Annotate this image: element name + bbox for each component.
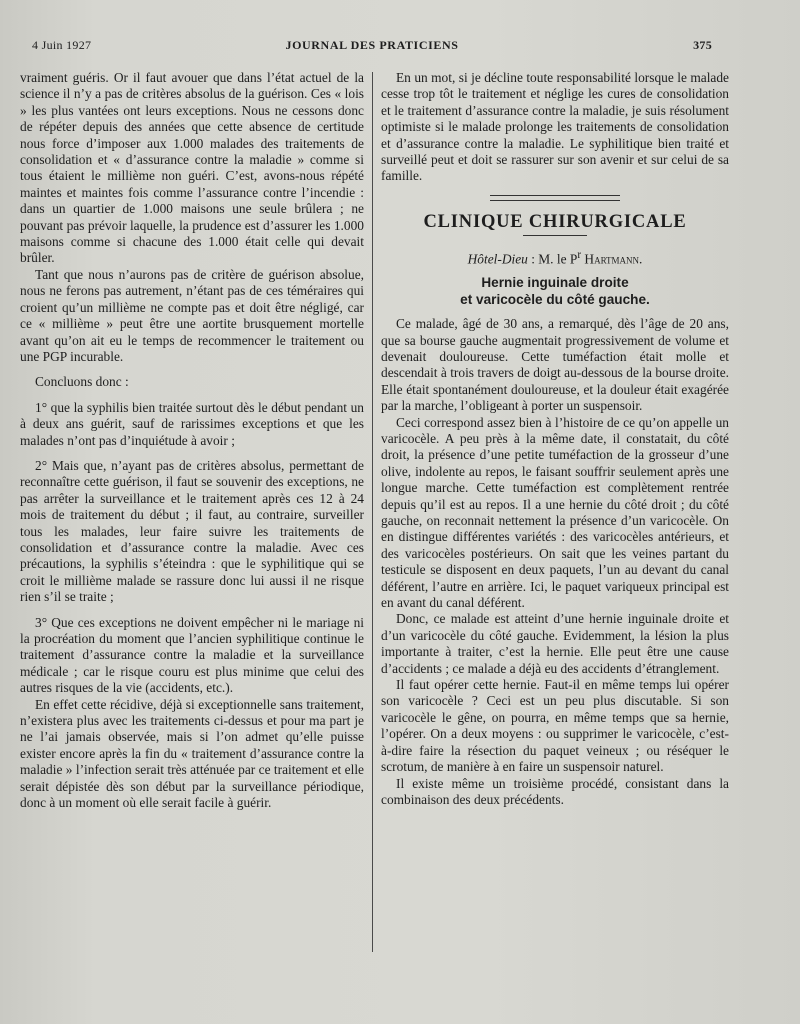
- paragraph: Il existe même un troisième procédé, consistant dans la combinaison des deux précédents.: [381, 775, 729, 807]
- paragraph: 2° Mais que, n’ayant pas de critères absolus, permettant de reconnaître cette guérison, il faut se souvenir des exceptions, ne pas arrêter la surveillance et le traitement après ces 12 à 24 mois de traitement du début ; il faut, au contraire, surveiller tous les malades, leur faire suivre les traitements de consolidation et d’assurance contre la maladie. Avec ces précautions, la syphilis s’éteindra : que le syphilitique qui se croit le millième malade se rassure donc lui aussi il ne risque rien s’il se traite ;: [20, 457, 364, 605]
- right-column: [381, 70, 729, 808]
- lecture-place: Hôtel-Dieu: [467, 251, 528, 267]
- paragraph: Ce malade, âgé de 30 ans, a remarqué, dès l’âge de 20 ans, que sa bourse gauche augmentait progressivement de volume et devenait douloureuse. Cette tuméfaction était molle et descendait à trois travers de doigt au-dessous de la bourse droite. Elle était spontanément douloureuse, et la douleur était exagérée par la marche, l’obligeant à porter un suspensoir.: [381, 316, 729, 414]
- issue-date: 4 Juin 1927: [32, 38, 92, 52]
- paragraph: Concluons donc :: [35, 374, 129, 390]
- short-rule-separator: [523, 235, 587, 236]
- paragraph: 3° Que ces exceptions ne doivent empêcher ni le mariage ni la procréation du moment que l’ancien syphilitique continue le traitement d’assurance contre la maladie et la surveillance médicale ; car le risque couru est plus minime que celui des autres risques de la vie (accidents, etc.).: [20, 614, 364, 696]
- double-rule-separator: [490, 195, 620, 201]
- lecture-attribution: [381, 247, 729, 268]
- journal-title: JOURNAL DES PRATICIENS: [285, 38, 459, 52]
- paragraph: Tant que nous n’aurons pas de critère de guérison absolue, nous ne ferons pas autrement, n’étant pas de ces téméraires qui croient qu’un millième ne compte pas et doit être négligé, car ce « millième » peut être une aortite brusquement mortelle avant qu’on ait eu le temps de recommencer le traitement ou une PGP incurable.: [20, 266, 364, 364]
- page-number: 375: [693, 38, 712, 52]
- case-title-line-1: Hernie inguinale droite: [481, 275, 629, 291]
- paragraph: En un mot, si je décline toute responsabilité lorsque le malade cesse trop tôt le traitement et néglige les cures de consolidation et le traitement d’assurance contre la maladie, je suis résolument optimiste si le malade prolonge les traitements de consolidation et d’assurance contre la maladie. Le syphilitique bien traité et surveillé peut et doit se rassurer sur son avenir et sur celui de sa famille.: [381, 70, 729, 184]
- lecture-name: Hartmann.: [581, 251, 643, 267]
- paragraph: Ceci correspond assez bien à l’histoire de ce qu’on appelle un varicocèle. A peu près à la même date, il constatait, du côté droit, la présence d’une petite tuméfaction de la grosseur d’une olive, indolente au repos, le faisant souffrir seulement après une longue marche. Cette tuméfaction est complètement rentrée depuis qu’il est au repos. Il a une hernie du côté droit ; du côté gauche, on reconnait nettement la présence d’un varicocèle. On en distingue différentes variétés : des varicocèles antérieurs, et des varicocèles postérieurs. On sait que les veines partant du testicule se disposent en deux paquets, l’un au devant du canal déférent, l’autre en arrière. Ici, le paquet variqueux principal est en avant du canal déférent.: [381, 414, 729, 611]
- paragraph: vraiment guéris. Or il faut avouer que dans l’état actuel de la science il n’y a pas de critères absolus de la guérison. Ces « lois » les plus vantées ont leurs exceptions. Nous ne cessons donc de répéter depuis des années que cette absence de certitude nous force d’imposer aux 1.000 malades des traitements de consolidation et « d’assurance contre la maladie » comme si tous étaient le millième non guéri. C’est, avons-nous répété maintes et maintes fois comme l’assurance contre l’incendie : dans un quartier de 1.000 maisons une seule brûlera ; ne pouvant pas prévoir laquelle, la prudence est d’assurer les 1.000 maisons comme si chacune des 1.000 était celle qui devait brûler.: [20, 70, 364, 266]
- left-column: [20, 70, 364, 811]
- case-title-line-2: et varicocèle du côté gauche.: [460, 292, 650, 308]
- case-title: [381, 274, 729, 308]
- paragraph: Donc, ce malade est atteint d’une hernie inguinale droite et d’un varicocèle du côté gauche. Evidemment, la lésion la plus importante à traiter, c’est la hernie. Elle peut être une cause d’accidents ; ce malade a déjà eu des accidents d’étranglement.: [381, 611, 729, 676]
- section-title: CLINIQUE CHIRURGICALE: [423, 211, 687, 232]
- column-divider: [372, 72, 373, 952]
- lecture-title-superscript: r: [577, 249, 582, 262]
- paragraph: 1° que la syphilis bien traitée surtout dès le début pendant un à deux ans guérit, sauf de rarissimes exceptions et que les malades n’ont pas d’inquiétude à avoir ;: [20, 399, 364, 448]
- paragraph: En effet cette récidive, déjà si exceptionnelle sans traitement, n’existera plus avec les traitements ci-dessus et pour ma part je ne l’ai jamais observée, mais si l’on admet qu’elle puisse exister encore après la fin du « traitement d’assurance contre la maladie » l’infection serait très atténuée par ce traitement et elle serait dépistée dès son début par la surveillance périodique, donc à un moment où elle serait facile à guérir.: [20, 696, 364, 811]
- lecture-by: : M. le P: [527, 251, 578, 267]
- running-head: [32, 38, 712, 56]
- paragraph: Il faut opérer cette hernie. Faut-il en même temps lui opérer son varicocèle ? Ceci est un peu plus discutable. Si son varicocèle le gêne, on pourra, en même temps que sa hernie, l’opérer. On a deux moyens : ou supprimer le varicocèle, c’est-à-dire faire la résection du paquet veineux ; ou réséquer le scrotum, de manière à en faire un suspensoir naturel.: [381, 677, 729, 775]
